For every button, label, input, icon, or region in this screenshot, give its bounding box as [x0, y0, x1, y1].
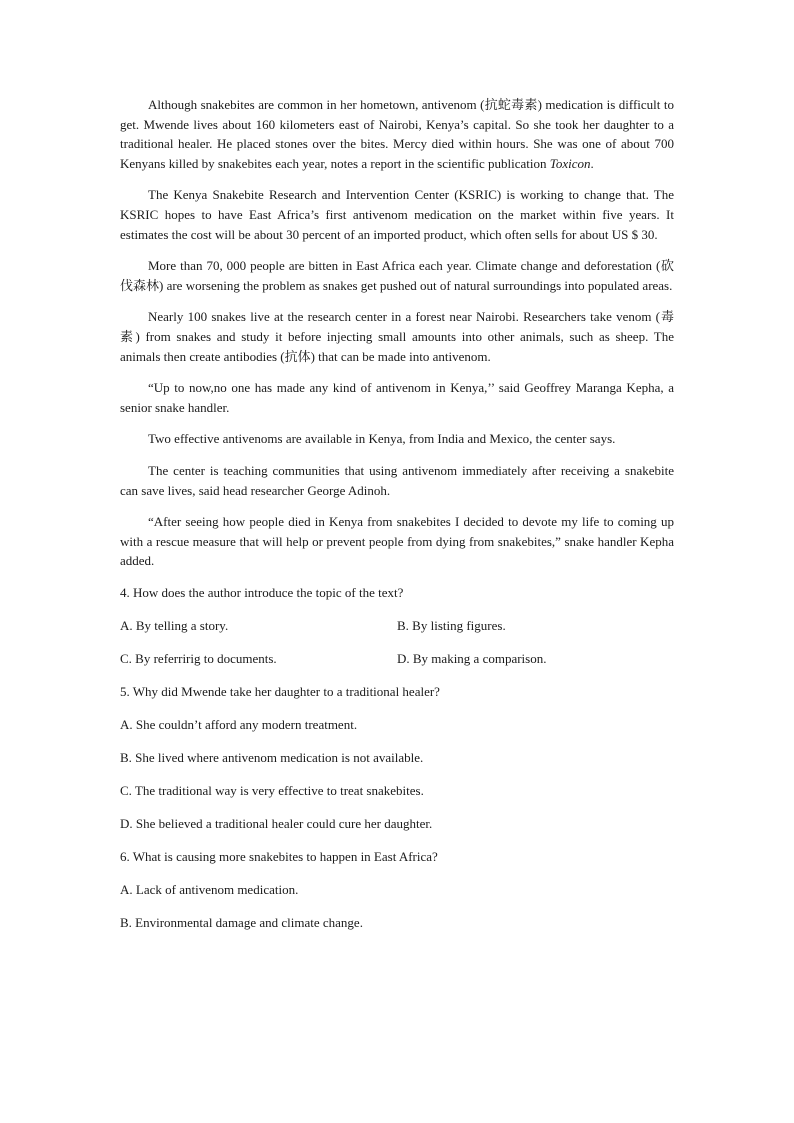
- question-4-option-a: A. By telling a story.: [120, 617, 229, 633]
- question-4-stem: 4. How does the author introduce the topic of the text?: [120, 584, 404, 600]
- question-6-option-a: A. Lack of antivenom medication.: [120, 881, 299, 897]
- paragraph-1-end: .: [590, 155, 594, 171]
- question-4-option-d: D. By making a comparison.: [397, 650, 547, 666]
- passage-paragraph-2: The Kenya Snakebite Research and Intervention Center (KSRIC) is working to change that. The KSRIC hopes to have East Africa’s first antivenom medication on the market within five years. It estimates the cost will be about 30 percent of an imported product, which often sells for about US $ 30.: [120, 187, 674, 242]
- question-6-stem: 6. What is causing more snakebites to happen in East Africa?: [120, 848, 438, 864]
- question-5-option-d: D. She believed a traditional healer could cure her daughter.: [120, 815, 433, 831]
- passage-paragraph-5: “Up to now,no one has made any kind of antivenom in Kenya,’’ said Geoffrey Maranga Kepha, a senior snake handler.: [120, 380, 674, 415]
- question-4-option-b: B. By listing figures.: [397, 617, 506, 633]
- question-5-option-c: C. The traditional way is very effective to treat snakebites.: [120, 782, 424, 798]
- passage-paragraph-7: The center is teaching communities that using antivenom immediately after receiving a snakebite can save lives, said head researcher George Adinoh.: [120, 462, 674, 498]
- question-5-stem: 5. Why did Mwende take her daughter to a traditional healer?: [120, 683, 440, 699]
- question-6-option-b: B. Environmental damage and climate change.: [120, 914, 363, 930]
- passage-paragraph-3: More than 70, 000 people are bitten in East Africa each year. Climate change and deforestation (砍伐森林) are worsening the problem as snakes get pushed out of natural surroundings into populated areas.: [120, 258, 674, 293]
- passage-paragraph-4: Nearly 100 snakes live at the research center in a forest near Nairobi. Researchers take venom (毒素) from snakes and study it before injecting small amounts into other animals, such as sheep. The animals then create antibodies (抗体) that can be made into antivenom.: [120, 309, 674, 364]
- question-5-option-a: A. She couldn’t afford any modern treatment.: [120, 716, 358, 732]
- document-page: [120, 95, 674, 946]
- question-4-option-c: C. By referririg to documents.: [120, 650, 277, 666]
- question-4-options-row-1: [120, 616, 674, 635]
- passage-paragraph-6: Two effective antivenoms are available in Kenya, from India and Mexico, the center says.: [148, 431, 616, 447]
- publication-title: Toxicon: [549, 155, 591, 171]
- question-5-option-b: B. She lived where antivenom medication is not available.: [120, 749, 424, 765]
- passage-paragraph-8: “After seeing how people died in Kenya from snakebites I decided to devote my life to coming up with a rescue measure that will help or prevent people from dying from snakebites,” snake handler Kepha added.: [120, 514, 674, 569]
- passage-paragraph-1: [120, 95, 674, 173]
- paragraph-1-text: Although snakebites are common in her hometown, antivenom (抗蛇毒素) medication is difficult to get. Mwende lives about 160 kilometers east of Nairobi, Kenya’s capital. So she took her daughter to a traditional healer. He placed stones over the bites. Mercy died within hours. She was one of about 700 Kenyans killed by snakebites each year, notes a report in the scientific publication: [120, 97, 674, 171]
- question-4-options-row-2: [120, 649, 674, 668]
